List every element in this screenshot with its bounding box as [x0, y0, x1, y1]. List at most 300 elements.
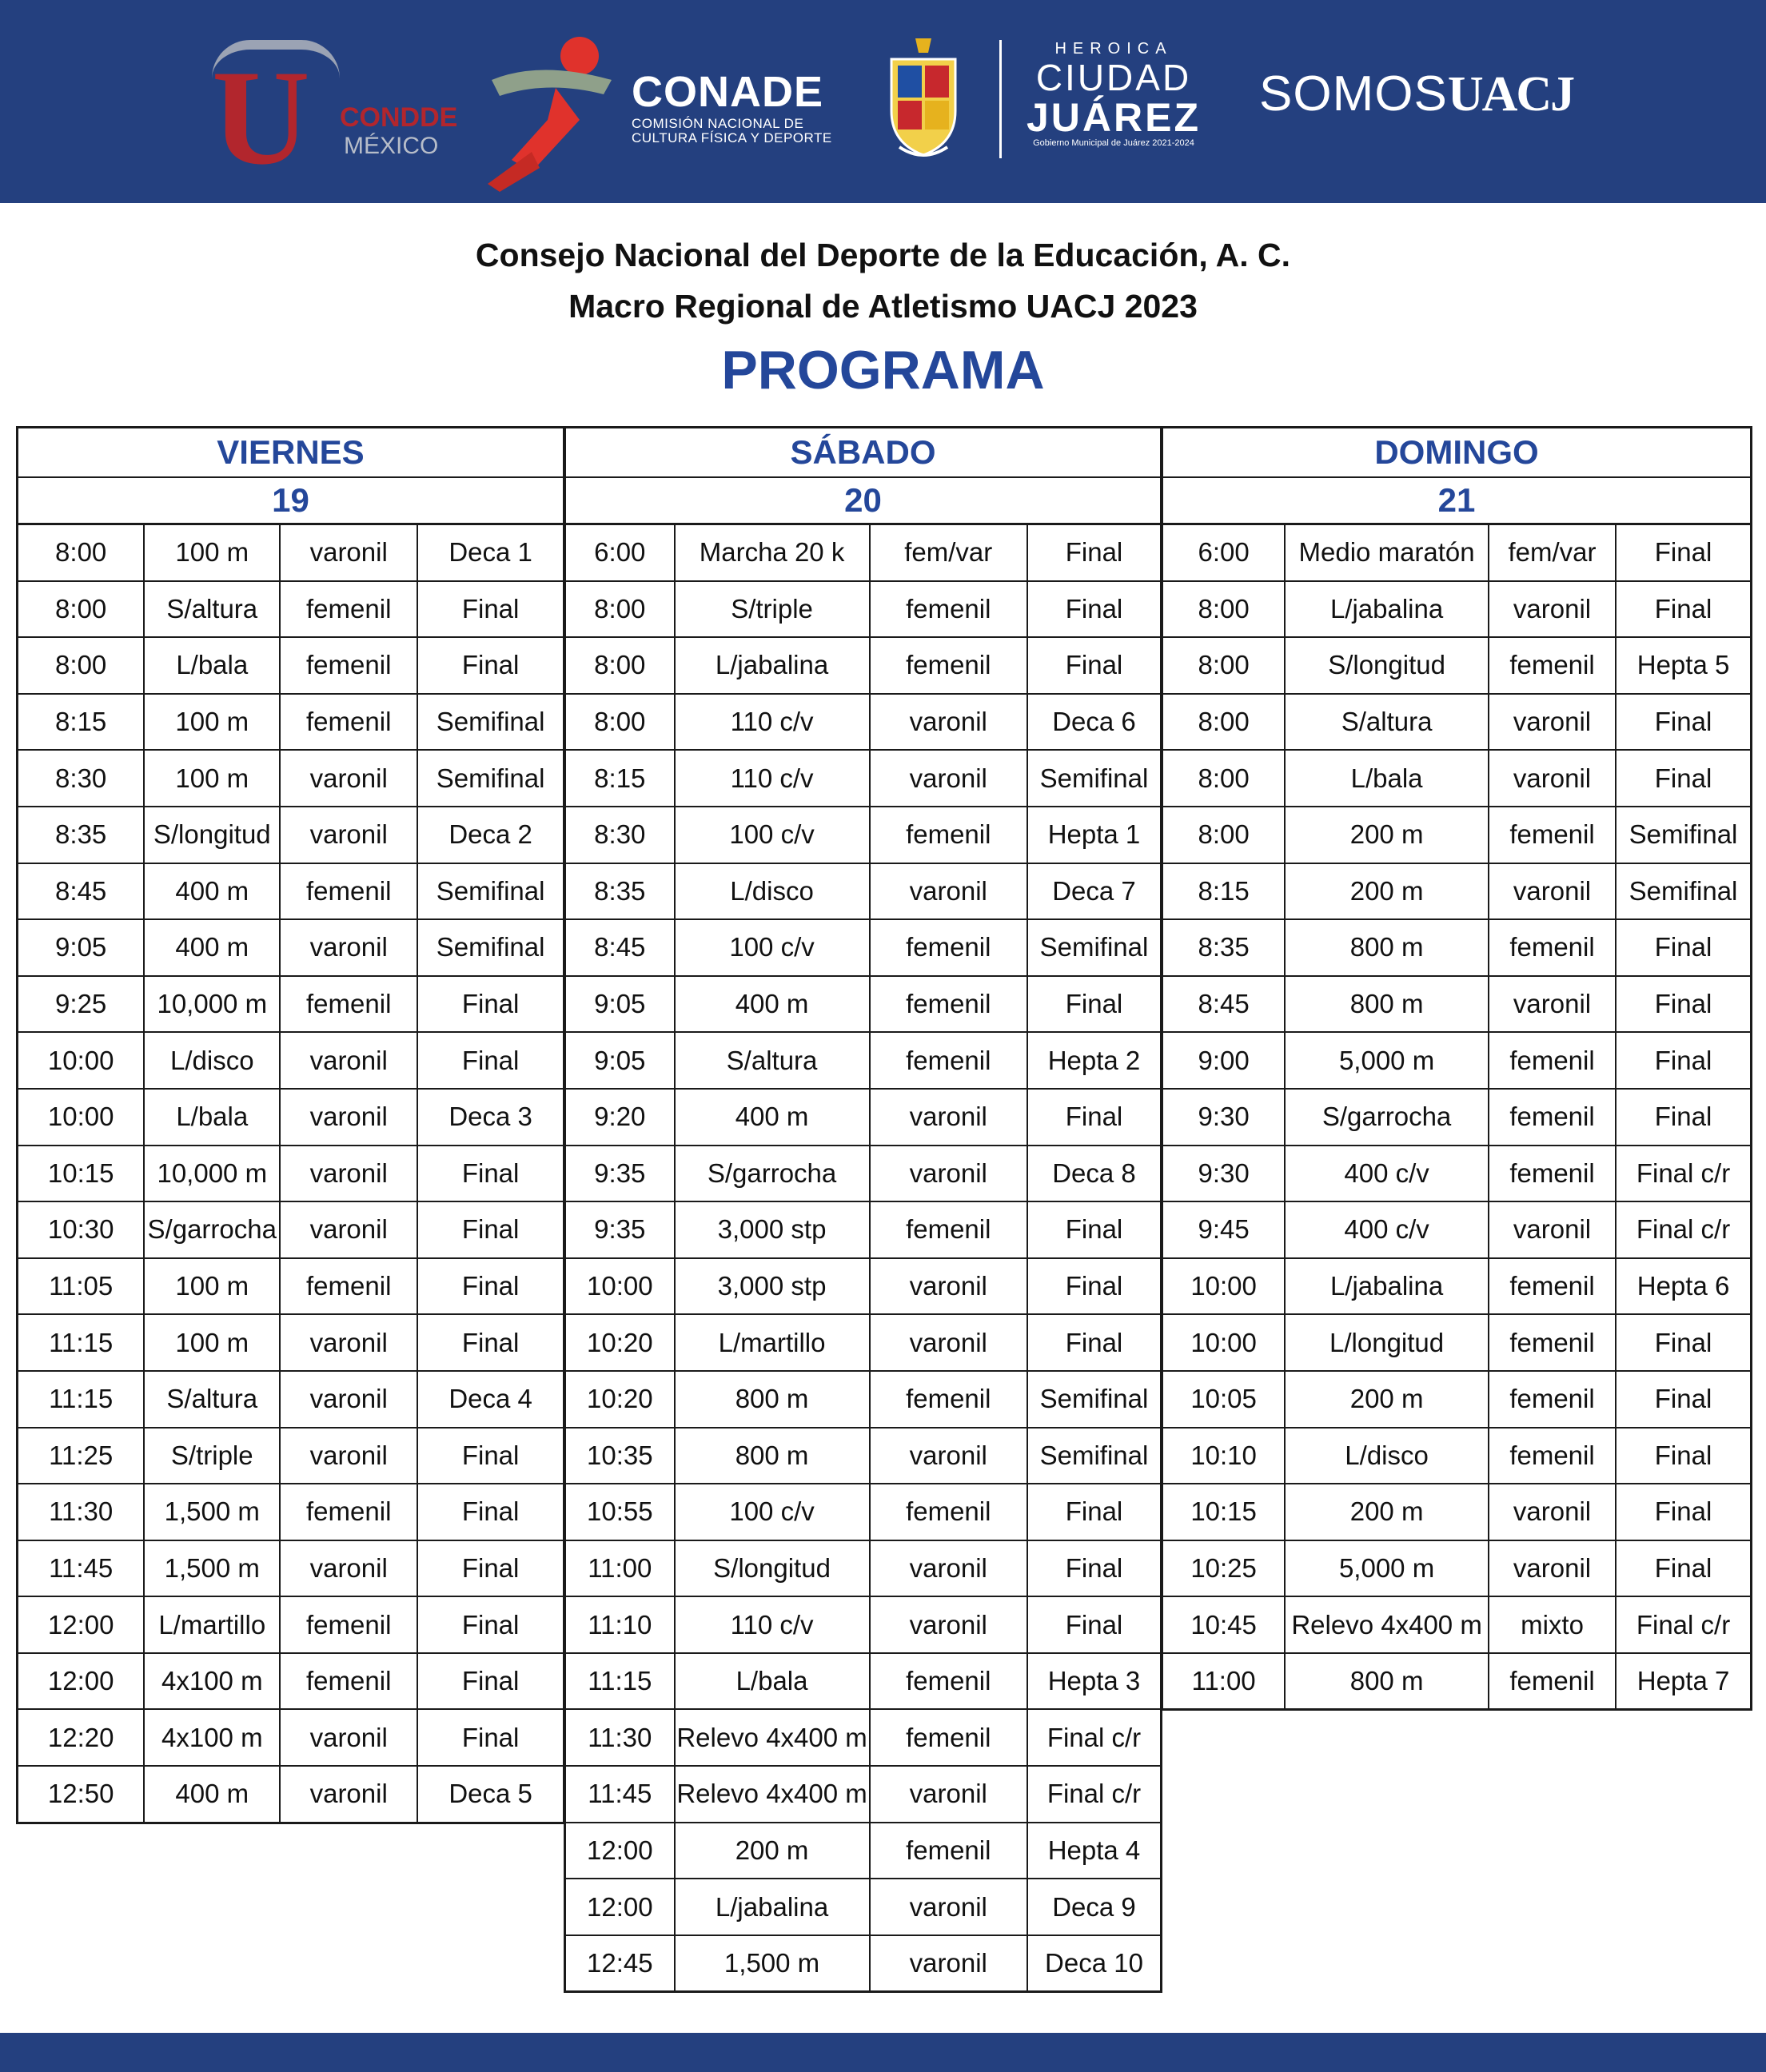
- event-name: S/altura: [675, 1032, 870, 1089]
- table-row: [565, 581, 1162, 638]
- table-row: [565, 1879, 1162, 1935]
- event-name: 100 m: [144, 750, 280, 807]
- event-time: 9:20: [565, 1089, 675, 1146]
- event-category: femenil: [1489, 1653, 1616, 1710]
- event-round: Hepta 1: [1027, 807, 1162, 863]
- event-category: varonil: [280, 807, 417, 863]
- event-round: Deca 10: [1027, 1935, 1162, 1992]
- event-round: Final c/r: [1616, 1596, 1751, 1653]
- event-name: L/disco: [675, 863, 870, 920]
- event-name: 1,500 m: [675, 1935, 870, 1992]
- event-category: fem/var: [1489, 524, 1616, 581]
- event-time: 12:00: [18, 1596, 145, 1653]
- event-name: 200 m: [675, 1823, 870, 1879]
- event-category: varonil: [280, 1428, 417, 1484]
- event-time: 9:05: [565, 1032, 675, 1089]
- event-round: Semifinal: [1027, 750, 1162, 807]
- event-category: varonil: [1489, 863, 1616, 920]
- event-time: 10:00: [1162, 1258, 1286, 1315]
- event-round: Semifinal: [1027, 1428, 1162, 1484]
- event-time: 11:00: [1162, 1653, 1286, 1710]
- event-category: femenil: [870, 976, 1027, 1033]
- table-row: [1162, 1032, 1752, 1089]
- event-time: 11:00: [565, 1540, 675, 1597]
- event-category: femenil: [1489, 1258, 1616, 1315]
- table-row: [18, 1709, 564, 1766]
- table-row: [565, 807, 1162, 863]
- event-category: femenil: [1489, 637, 1616, 694]
- event-time: 8:00: [565, 637, 675, 694]
- event-name: 100 c/v: [675, 919, 870, 976]
- event-round: Final: [417, 1258, 564, 1315]
- table-row: [18, 637, 564, 694]
- event-time: 10:20: [565, 1371, 675, 1428]
- event-name: L/jabalina: [1285, 581, 1489, 638]
- table-row: [565, 637, 1162, 694]
- table-row: [565, 1709, 1162, 1766]
- event-category: femenil: [870, 637, 1027, 694]
- event-category: femenil: [280, 637, 417, 694]
- event-time: 10:55: [565, 1484, 675, 1540]
- event-name: 800 m: [1285, 919, 1489, 976]
- event-time: 11:45: [565, 1766, 675, 1823]
- event-time: 10:05: [1162, 1371, 1286, 1428]
- event-round: Final: [1027, 1540, 1162, 1597]
- schedule-table-sabado: [564, 426, 1162, 1993]
- event-category: femenil: [1489, 1032, 1616, 1089]
- event-category: varonil: [280, 1766, 417, 1823]
- conade-logo-text: CONADE: [632, 68, 824, 116]
- table-row: [1162, 863, 1752, 920]
- table-row: [18, 919, 564, 976]
- event-time: 11:25: [18, 1428, 145, 1484]
- event-time: 8:00: [1162, 694, 1286, 751]
- event-time: 9:25: [18, 976, 145, 1033]
- event-name: L/bala: [675, 1653, 870, 1710]
- event-round: Final: [417, 1540, 564, 1597]
- table-row: [18, 1201, 564, 1258]
- table-row: [18, 1089, 564, 1146]
- event-round: Hepta 5: [1616, 637, 1751, 694]
- event-time: 8:35: [18, 807, 145, 863]
- event-time: 10:00: [18, 1089, 145, 1146]
- event-time: 8:00: [565, 694, 675, 751]
- event-round: Hepta 4: [1027, 1823, 1162, 1879]
- event-name: 3,000 stp: [675, 1258, 870, 1315]
- table-row: [1162, 1484, 1752, 1540]
- event-time: 8:00: [1162, 750, 1286, 807]
- event-time: 8:30: [565, 807, 675, 863]
- event-round: Final c/r: [1027, 1766, 1162, 1823]
- event-name: S/triple: [144, 1428, 280, 1484]
- event-round: Semifinal: [417, 863, 564, 920]
- event-name: S/garrocha: [144, 1201, 280, 1258]
- event-name: 100 m: [144, 694, 280, 751]
- event-category: fem/var: [870, 524, 1027, 581]
- event-category: varonil: [870, 694, 1027, 751]
- event-category: varonil: [1489, 1484, 1616, 1540]
- event-name: 1,500 m: [144, 1540, 280, 1597]
- event-name: 200 m: [1285, 1371, 1489, 1428]
- event-name: 800 m: [675, 1428, 870, 1484]
- event-round: Final: [1616, 1371, 1751, 1428]
- event-round: Deca 8: [1027, 1146, 1162, 1202]
- event-time: 11:10: [565, 1596, 675, 1653]
- event-category: femenil: [280, 976, 417, 1033]
- event-category: femenil: [280, 1258, 417, 1315]
- event-name: L/martillo: [675, 1314, 870, 1371]
- conade-logo-line2: CULTURA FÍSICA Y DEPORTE: [632, 130, 832, 145]
- event-category: varonil: [870, 1935, 1027, 1992]
- event-time: 10:00: [1162, 1314, 1286, 1371]
- event-name: 110 c/v: [675, 1596, 870, 1653]
- event-time: 10:35: [565, 1428, 675, 1484]
- table-row: [565, 1935, 1162, 1992]
- event-time: 6:00: [565, 524, 675, 581]
- event-category: femenil: [870, 1484, 1027, 1540]
- day-date-header: 21: [1162, 477, 1752, 524]
- event-category: femenil: [870, 1201, 1027, 1258]
- event-category: femenil: [280, 1484, 417, 1540]
- day-name-header: SÁBADO: [565, 428, 1162, 478]
- event-category: femenil: [870, 1709, 1027, 1766]
- event-round: Deca 4: [417, 1371, 564, 1428]
- event-category: varonil: [280, 750, 417, 807]
- conade-logo: [632, 67, 839, 163]
- event-category: femenil: [870, 1823, 1027, 1879]
- table-row: [1162, 637, 1752, 694]
- event-round: Deca 2: [417, 807, 564, 863]
- table-row: [1162, 1201, 1752, 1258]
- table-row: [18, 1314, 564, 1371]
- event-category: femenil: [1489, 1428, 1616, 1484]
- event-time: 10:00: [18, 1032, 145, 1089]
- event-category: femenil: [280, 863, 417, 920]
- event-category: femenil: [1489, 1089, 1616, 1146]
- event-round: Final: [1616, 1314, 1751, 1371]
- table-row: [1162, 1146, 1752, 1202]
- event-round: Final: [1616, 1089, 1751, 1146]
- event-category: varonil: [280, 1089, 417, 1146]
- event-round: Final: [417, 1596, 564, 1653]
- table-row: [1162, 919, 1752, 976]
- event-name: 4x100 m: [144, 1653, 280, 1710]
- event-name: 100 c/v: [675, 1484, 870, 1540]
- table-row: [1162, 1653, 1752, 1710]
- event-round: Final: [1027, 637, 1162, 694]
- condde-u-icon: U: [212, 42, 310, 193]
- juarez-heroica-text: HEROICA: [1054, 40, 1173, 58]
- table-row: [565, 1823, 1162, 1879]
- event-time: 11:15: [18, 1314, 145, 1371]
- event-category: varonil: [870, 1879, 1027, 1935]
- juarez-ciudad-text: CIUDAD: [1035, 57, 1192, 98]
- event-name: 200 m: [1285, 1484, 1489, 1540]
- ciudad-juarez-logo: [1014, 40, 1214, 160]
- table-row: [565, 524, 1162, 581]
- event-category: femenil: [280, 581, 417, 638]
- event-category: varonil: [1489, 1201, 1616, 1258]
- event-time: 8:15: [18, 694, 145, 751]
- event-name: L/martillo: [144, 1596, 280, 1653]
- juarez-coat-of-arms-icon: [883, 35, 963, 163]
- event-category: varonil: [280, 1314, 417, 1371]
- table-row: [1162, 1371, 1752, 1428]
- event-time: 12:20: [18, 1709, 145, 1766]
- event-round: Semifinal: [1027, 1371, 1162, 1428]
- event-round: Deca 9: [1027, 1879, 1162, 1935]
- table-row: [18, 1653, 564, 1710]
- event-round: Final c/r: [1616, 1201, 1751, 1258]
- event-time: 12:45: [565, 1935, 675, 1992]
- event-name: 110 c/v: [675, 694, 870, 751]
- event-category: femenil: [870, 1032, 1027, 1089]
- event-time: 6:00: [1162, 524, 1286, 581]
- event-name: 800 m: [1285, 1653, 1489, 1710]
- conade-runner-icon: [484, 32, 624, 192]
- event-time: 9:00: [1162, 1032, 1286, 1089]
- table-row: [565, 1653, 1162, 1710]
- event-time: 8:00: [18, 637, 145, 694]
- event-time: 8:00: [1162, 807, 1286, 863]
- event-category: femenil: [280, 694, 417, 751]
- uacj-text: UACJ: [1447, 67, 1574, 122]
- event-category: varonil: [280, 1371, 417, 1428]
- event-time: 9:30: [1162, 1146, 1286, 1202]
- event-time: 9:30: [1162, 1089, 1286, 1146]
- table-row: [1162, 1428, 1752, 1484]
- event-time: 8:15: [565, 750, 675, 807]
- event-time: 8:45: [565, 919, 675, 976]
- table-row: [18, 1032, 564, 1089]
- event-round: Semifinal: [1616, 807, 1751, 863]
- schedule-table-domingo: [1161, 426, 1752, 1711]
- event-round: Deca 6: [1027, 694, 1162, 751]
- table-row: [18, 750, 564, 807]
- event-time: 12:00: [565, 1879, 675, 1935]
- event-time: 12:00: [565, 1823, 675, 1879]
- event-time: 10:00: [565, 1258, 675, 1315]
- schedule-table-viernes: [16, 426, 565, 1824]
- event-name: Relevo 4x400 m: [675, 1709, 870, 1766]
- event-time: 8:00: [18, 524, 145, 581]
- table-row: [18, 524, 564, 581]
- juarez-government-text: Gobierno Municipal de Juárez 2021-2024: [1033, 138, 1194, 148]
- event-round: Final: [1616, 919, 1751, 976]
- event-round: Final: [417, 1146, 564, 1202]
- table-row: [565, 1371, 1162, 1428]
- table-row: [565, 1146, 1162, 1202]
- event-name: 400 m: [144, 919, 280, 976]
- event-category: varonil: [870, 1089, 1027, 1146]
- day-name-header: DOMINGO: [1162, 428, 1752, 478]
- event-time: 10:10: [1162, 1428, 1286, 1484]
- event-time: 11:05: [18, 1258, 145, 1315]
- event-category: varonil: [280, 1201, 417, 1258]
- event-round: Final: [417, 1709, 564, 1766]
- event-time: 8:00: [1162, 581, 1286, 638]
- event-round: Final: [1027, 1314, 1162, 1371]
- table-row: [18, 863, 564, 920]
- table-row: [565, 1428, 1162, 1484]
- event-category: varonil: [280, 1146, 417, 1202]
- event-round: Final: [1616, 750, 1751, 807]
- table-row: [565, 976, 1162, 1033]
- event-time: 11:45: [18, 1540, 145, 1597]
- event-name: L/disco: [144, 1032, 280, 1089]
- event-category: varonil: [280, 919, 417, 976]
- event-round: Final: [417, 637, 564, 694]
- event-category: femenil: [1489, 919, 1616, 976]
- program-heading: PROGRAMA: [721, 340, 1045, 400]
- event-round: Hepta 7: [1616, 1653, 1751, 1710]
- event-time: 9:35: [565, 1201, 675, 1258]
- event-category: varonil: [870, 1314, 1027, 1371]
- event-name: 3,000 stp: [675, 1201, 870, 1258]
- event-category: varonil: [870, 1596, 1027, 1653]
- event-title: Macro Regional de Atletismo UACJ 2023: [568, 288, 1198, 325]
- event-round: Hepta 6: [1616, 1258, 1751, 1315]
- table-row: [18, 1146, 564, 1202]
- event-name: S/garrocha: [1285, 1089, 1489, 1146]
- event-name: L/bala: [144, 1089, 280, 1146]
- event-time: 10:15: [18, 1146, 145, 1202]
- event-name: L/longitud: [1285, 1314, 1489, 1371]
- event-name: 100 m: [144, 1314, 280, 1371]
- event-name: 200 m: [1285, 807, 1489, 863]
- event-name: Marcha 20 k: [675, 524, 870, 581]
- event-round: Final: [1027, 581, 1162, 638]
- event-time: 10:20: [565, 1314, 675, 1371]
- event-name: S/longitud: [675, 1540, 870, 1597]
- event-name: 200 m: [1285, 863, 1489, 920]
- event-time: 10:30: [18, 1201, 145, 1258]
- event-time: 8:45: [1162, 976, 1286, 1033]
- table-row: [1162, 694, 1752, 751]
- event-name: 800 m: [1285, 976, 1489, 1033]
- table-row: [18, 1371, 564, 1428]
- event-name: 400 m: [675, 976, 870, 1033]
- somos-text: SOMOS: [1259, 66, 1448, 122]
- event-category: varonil: [870, 1766, 1027, 1823]
- event-time: 8:00: [18, 581, 145, 638]
- event-round: Semifinal: [1616, 863, 1751, 920]
- day-date-header: 20: [565, 477, 1162, 524]
- event-name: 400 c/v: [1285, 1201, 1489, 1258]
- event-round: Final: [417, 1032, 564, 1089]
- day-name-header: VIERNES: [18, 428, 564, 478]
- table-row: [565, 1540, 1162, 1597]
- event-round: Final: [1616, 1484, 1751, 1540]
- event-round: Final: [1616, 1428, 1751, 1484]
- table-row: [565, 863, 1162, 920]
- table-row: [565, 919, 1162, 976]
- event-name: S/altura: [144, 581, 280, 638]
- event-round: Deca 5: [417, 1766, 564, 1823]
- table-row: [565, 1201, 1162, 1258]
- event-category: femenil: [870, 1371, 1027, 1428]
- table-row: [18, 976, 564, 1033]
- event-time: 12:50: [18, 1766, 145, 1823]
- event-category: varonil: [1489, 976, 1616, 1033]
- event-category: femenil: [280, 1653, 417, 1710]
- event-time: 11:30: [565, 1709, 675, 1766]
- event-time: 10:15: [1162, 1484, 1286, 1540]
- event-round: Final: [1616, 694, 1751, 751]
- event-category: varonil: [1489, 694, 1616, 751]
- event-time: 11:30: [18, 1484, 145, 1540]
- event-time: 11:15: [18, 1371, 145, 1428]
- table-row: [1162, 524, 1752, 581]
- table-row: [565, 1258, 1162, 1315]
- event-round: Final: [1027, 1201, 1162, 1258]
- event-name: L/jabalina: [1285, 1258, 1489, 1315]
- event-name: 400 c/v: [1285, 1146, 1489, 1202]
- event-category: varonil: [1489, 750, 1616, 807]
- event-category: femenil: [870, 919, 1027, 976]
- table-row: [18, 1484, 564, 1540]
- event-category: varonil: [1489, 581, 1616, 638]
- table-row: [18, 1596, 564, 1653]
- day-date-header: 19: [18, 477, 564, 524]
- event-round: Final: [1616, 976, 1751, 1033]
- event-time: 10:45: [1162, 1596, 1286, 1653]
- event-name: 1,500 m: [144, 1484, 280, 1540]
- event-time: 8:45: [18, 863, 145, 920]
- table-row: [18, 1540, 564, 1597]
- table-row: [18, 581, 564, 638]
- table-row: [565, 1484, 1162, 1540]
- conade-logo-line1: COMISIÓN NACIONAL DE: [632, 116, 804, 131]
- table-row: [1162, 750, 1752, 807]
- event-time: 9:05: [565, 976, 675, 1033]
- event-name: 100 m: [144, 1258, 280, 1315]
- event-category: varonil: [280, 1032, 417, 1089]
- event-round: Final: [417, 1314, 564, 1371]
- event-round: Final: [1027, 1258, 1162, 1315]
- event-name: 5,000 m: [1285, 1540, 1489, 1597]
- juarez-name-text: JUÁREZ: [1026, 95, 1202, 140]
- event-category: varonil: [870, 863, 1027, 920]
- event-time: 12:00: [18, 1653, 145, 1710]
- event-name: L/jabalina: [675, 1879, 870, 1935]
- event-name: S/altura: [144, 1371, 280, 1428]
- table-row: [1162, 1089, 1752, 1146]
- event-name: 400 m: [144, 1766, 280, 1823]
- table-row: [18, 1258, 564, 1315]
- event-round: Final: [417, 1653, 564, 1710]
- event-category: varonil: [870, 1540, 1027, 1597]
- event-name: 800 m: [675, 1371, 870, 1428]
- event-name: L/disco: [1285, 1428, 1489, 1484]
- event-name: 400 m: [675, 1089, 870, 1146]
- event-round: Hepta 3: [1027, 1653, 1162, 1710]
- event-round: Final: [417, 976, 564, 1033]
- event-category: femenil: [870, 581, 1027, 638]
- table-row: [18, 1766, 564, 1823]
- event-round: Final: [1616, 524, 1751, 581]
- event-round: Deca 7: [1027, 863, 1162, 920]
- event-name: L/bala: [1285, 750, 1489, 807]
- event-category: varonil: [280, 524, 417, 581]
- table-row: [565, 694, 1162, 751]
- event-name: 10,000 m: [144, 976, 280, 1033]
- event-category: femenil: [1489, 1371, 1616, 1428]
- event-name: 10,000 m: [144, 1146, 280, 1202]
- event-round: Final c/r: [1616, 1146, 1751, 1202]
- event-category: femenil: [870, 1653, 1027, 1710]
- event-time: 9:05: [18, 919, 145, 976]
